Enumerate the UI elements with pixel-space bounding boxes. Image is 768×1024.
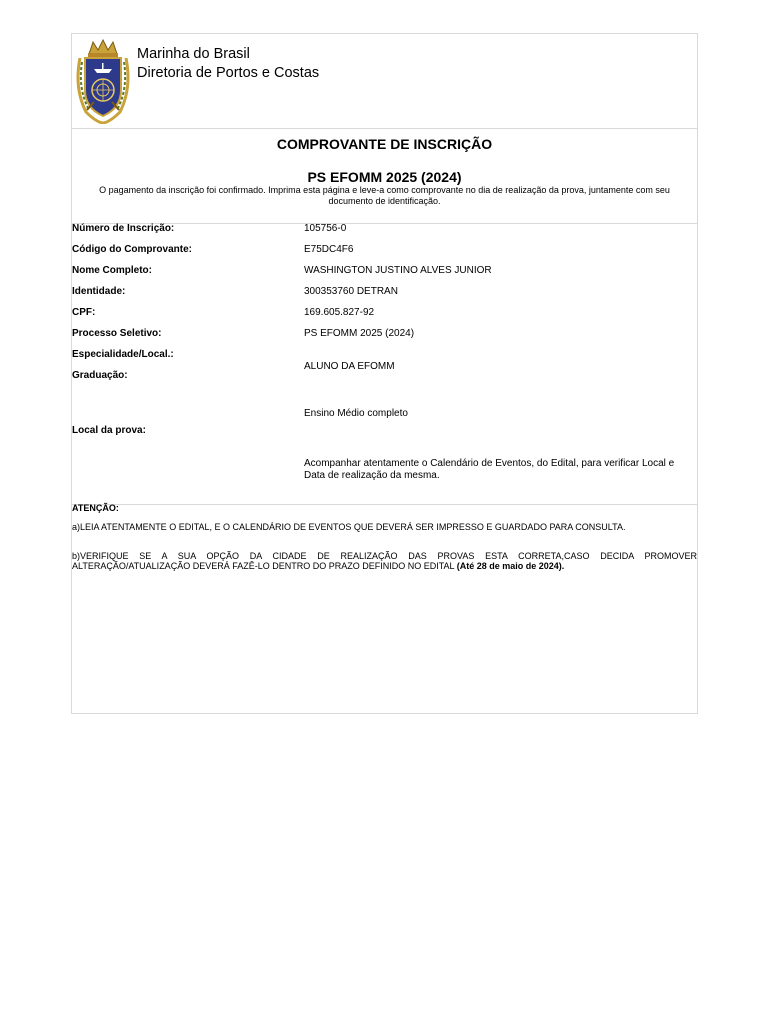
receipt-frame	[71, 33, 698, 714]
header	[72, 34, 697, 129]
attention-deadline: (Até 28 de maio de 2024).	[456, 561, 565, 571]
attention-item-b	[72, 551, 697, 571]
local-value: Acompanhar atentamente o Calendário de Eventos, do Edital, para verificar Local e Data de realização da mesma.	[304, 458, 675, 481]
graduacao-value: Ensino Médio completo	[304, 408, 408, 419]
cpf-label: CPF:	[72, 307, 96, 318]
title-section	[72, 129, 697, 224]
org-name: Marinha do Brasil	[137, 46, 250, 62]
numero-value: 105756-0	[304, 223, 347, 234]
codigo-label: Código do Comprovante:	[72, 244, 192, 255]
processo-label: Processo Seletivo:	[72, 328, 162, 339]
codigo-value: E75DC4F6	[304, 244, 354, 255]
attention-item-a: a)LEIA ATENTAMENTE O EDITAL, E O CALENDÁRIO DE EVENTOS QUE DEVERÁ SER IMPRESSO E GUARDADO PARA CONSULTA.	[72, 522, 626, 532]
numero-label: Número de Inscrição:	[72, 223, 175, 234]
attention-title: ATENÇÃO:	[72, 503, 119, 513]
especialidade-label: Especialidade/Local.:	[72, 349, 174, 360]
attention-divider	[72, 504, 697, 505]
attention-item-b-text: b)VERIFIQUE SE A SUA OPÇÃO DA CIDADE DE REALIZAÇÃO DAS PROVAS ESTA CORRETA,CASO DECIDA PROMOVER ALTERAÇÃO/ATUALIZAÇÃO DEVERÁ FAZÊ-LO DENTRO DO PRAZO DEFINIDO NO EDITAL	[72, 551, 697, 571]
identidade-value: 300353760 DETRAN	[304, 286, 398, 297]
especialidade-value: ALUNO DA EFOMM	[304, 361, 395, 372]
process-title: PS EFOMM 2025 (2024)	[307, 169, 462, 185]
org-directorate: Diretoria de Portos e Costas	[137, 65, 320, 81]
local-label: Local da prova:	[72, 425, 146, 436]
payment-confirmation-note: O pagamento da inscrição foi confirmado. Imprima esta página e leve-a como comprovante no dia de realização da prova, juntamente com seu documento de identificação.	[99, 185, 670, 206]
identidade-label: Identidade:	[72, 286, 126, 297]
processo-value: PS EFOMM 2025 (2024)	[304, 328, 415, 339]
cpf-value: 169.605.827-92	[304, 307, 375, 318]
page-title: COMPROVANTE DE INSCRIÇÃO	[276, 136, 493, 152]
nome-value: WASHINGTON JUSTINO ALVES JUNIOR	[304, 265, 492, 276]
nome-label: Nome Completo:	[72, 265, 152, 276]
navy-crest-logo	[74, 38, 132, 124]
graduacao-label: Graduação:	[72, 370, 128, 381]
